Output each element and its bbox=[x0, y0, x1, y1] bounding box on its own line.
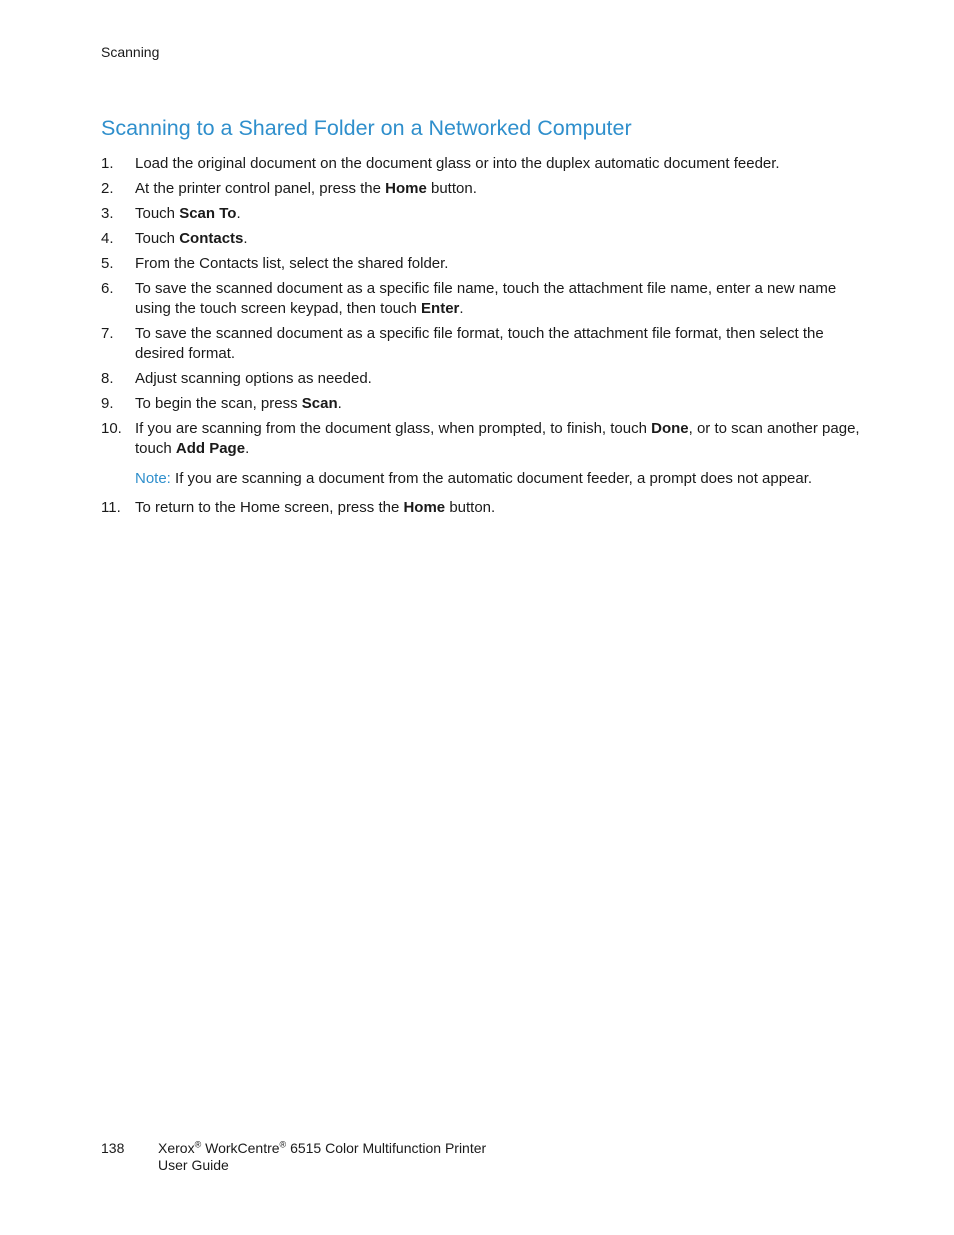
step-number: 8. bbox=[101, 370, 114, 387]
step-number: 9. bbox=[101, 395, 114, 412]
step-text: Touch bbox=[135, 230, 180, 247]
running-header: Scanning bbox=[101, 44, 160, 60]
step-number: 3. bbox=[101, 205, 114, 222]
procedure-steps bbox=[101, 154, 861, 523]
step-number: 7. bbox=[101, 325, 114, 342]
step-8 bbox=[101, 369, 861, 389]
step-emphasis: Contacts bbox=[179, 230, 244, 247]
step-text: . bbox=[337, 395, 342, 412]
step-text: To save the scanned document as a specific file name, touch the attachment file name, enter a new name using the touch screen keypad, then touch bbox=[135, 280, 837, 317]
registered-mark: ® bbox=[279, 1139, 287, 1150]
registered-mark: ® bbox=[194, 1139, 202, 1150]
step-text: To begin the scan, press bbox=[135, 395, 302, 412]
step-number: 4. bbox=[101, 230, 114, 247]
step-1 bbox=[101, 154, 861, 174]
step-10 bbox=[101, 419, 861, 489]
step-2 bbox=[101, 179, 861, 199]
step-text: If you are scanning from the document glass, when prompted, to finish, touch bbox=[135, 420, 652, 437]
step-number: 11. bbox=[101, 499, 121, 516]
step-text: Load the original document on the document glass or into the duplex automatic document feeder. bbox=[135, 155, 780, 172]
note-text: If you are scanning a document from the automatic document feeder, a prompt does not appear. bbox=[170, 470, 813, 487]
step-text: At the printer control panel, press the bbox=[135, 180, 386, 197]
step-text: . bbox=[243, 230, 248, 247]
brand-name: Xerox bbox=[158, 1140, 195, 1156]
guide-name: User Guide bbox=[158, 1157, 229, 1173]
step-4 bbox=[101, 229, 861, 249]
step-text: . bbox=[245, 440, 250, 457]
step-9 bbox=[101, 394, 861, 414]
step-emphasis: Scan bbox=[301, 395, 338, 412]
step-emphasis: Enter bbox=[421, 300, 460, 317]
product-family: WorkCentre bbox=[205, 1140, 280, 1156]
step-emphasis: Scan To bbox=[179, 205, 237, 222]
step-7 bbox=[101, 324, 861, 364]
note-label: Note: bbox=[135, 470, 171, 487]
step-text: To return to the Home screen, press the bbox=[135, 499, 404, 516]
step-emphasis: Add Page bbox=[175, 440, 246, 457]
step-text: button. bbox=[426, 180, 477, 197]
step-emphasis: Done bbox=[651, 420, 689, 437]
step-text: To save the scanned document as a specific file format, touch the attachment file format, then select the desired format. bbox=[135, 325, 824, 362]
step-text: . bbox=[236, 205, 241, 222]
product-name bbox=[158, 1140, 486, 1174]
step-number: 5. bbox=[101, 255, 114, 272]
step-text: Adjust scanning options as needed. bbox=[135, 370, 372, 387]
product-line bbox=[158, 1140, 486, 1157]
step-text: . bbox=[459, 300, 464, 317]
step-emphasis: Home bbox=[403, 499, 446, 516]
step-number: 1. bbox=[101, 155, 114, 172]
section-title: Scanning to a Shared Folder on a Networked Computer bbox=[101, 116, 632, 140]
step-11 bbox=[101, 498, 861, 518]
step-text: From the Contacts list, select the shared folder. bbox=[135, 255, 449, 272]
step-number: 10. bbox=[101, 420, 122, 437]
step-number: 2. bbox=[101, 180, 114, 197]
step-3 bbox=[101, 204, 861, 224]
step-6 bbox=[101, 279, 861, 319]
page-number: 138 bbox=[101, 1140, 125, 1156]
step-5 bbox=[101, 254, 861, 274]
step-emphasis: Home bbox=[385, 180, 427, 197]
step-number: 6. bbox=[101, 280, 114, 297]
note bbox=[135, 469, 861, 489]
step-text: Touch bbox=[135, 205, 180, 222]
step-text: , or to scan another page, touch bbox=[135, 420, 860, 457]
product-model: 6515 Color Multifunction Printer bbox=[290, 1140, 487, 1156]
step-text: button. bbox=[445, 499, 496, 516]
